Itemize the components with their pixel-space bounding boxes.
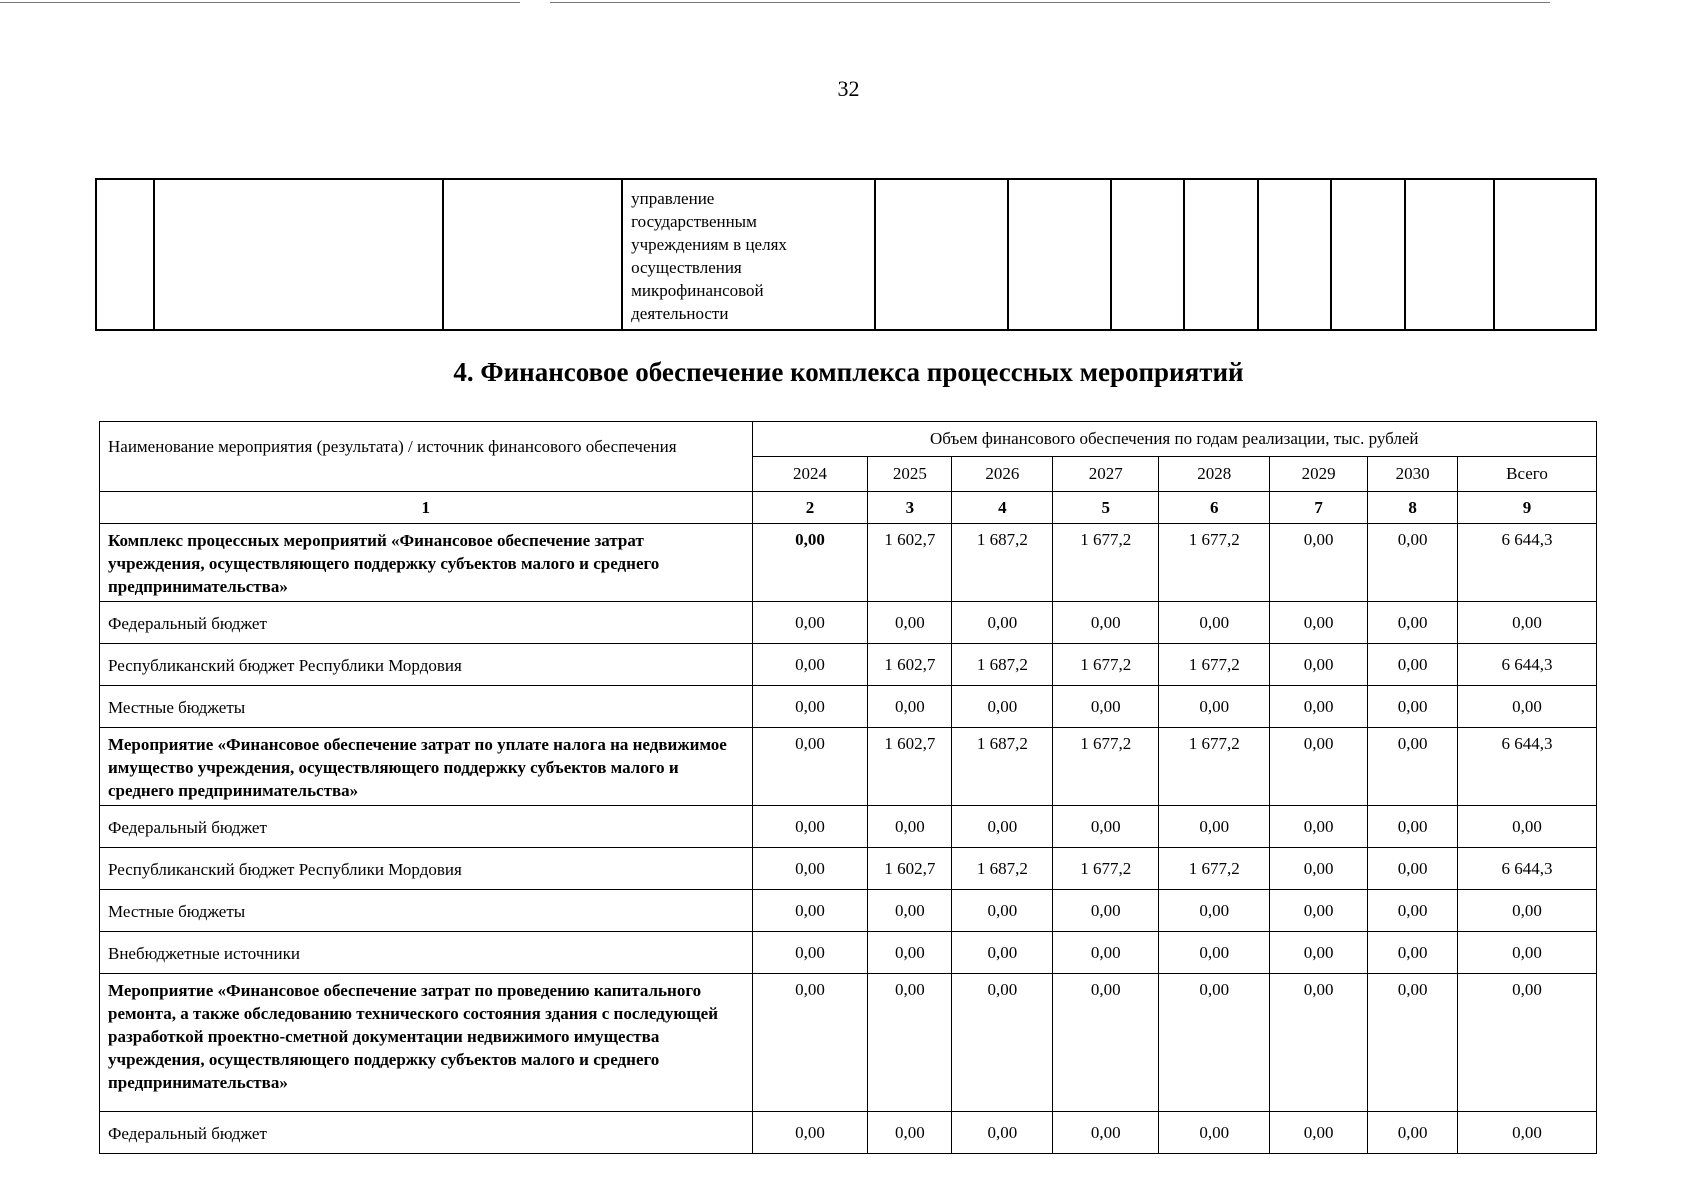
row-value-cell: 0,00 [1159,932,1270,974]
row-name-cell: Внебюджетные источники [100,932,753,974]
row-value-cell: 0,00 [868,1112,952,1154]
row-value-cell: 0,00 [1270,686,1368,728]
row-value-cell: 0,00 [1368,602,1458,644]
row-value-cell: 0,00 [1270,644,1368,686]
column-number-cell: 2 [752,492,868,524]
row-value-cell: 0,00 [1159,974,1270,1112]
continuation-cell [96,179,154,330]
header-year-cell: 2026 [952,457,1053,492]
row-value-cell: 1 602,7 [868,524,952,602]
continuation-cell [875,179,1009,330]
continuation-cell [1008,179,1111,330]
header-year-cell: 2025 [868,457,952,492]
row-value-cell: 0,00 [1368,932,1458,974]
header-year-cell: 2029 [1270,457,1368,492]
row-value-cell: 0,00 [1368,524,1458,602]
row-name-cell: Мероприятие «Финансовое обеспечение затрат по проведению капитального ремонта, а также обследованию технического состояния здания с последующей разработкой проектно-сметной документации недвижимого имущества учреждения, осуществляющего поддержку субъектов малого и среднего предпринимательства» [100,974,753,1112]
row-value-cell: 0,00 [868,932,952,974]
row-value-cell: 1 677,2 [1159,728,1270,806]
row-value-cell: 0,00 [1270,932,1368,974]
continuation-cell [1494,179,1596,330]
row-value-cell: 0,00 [1270,848,1368,890]
row-value-cell: 1 602,7 [868,728,952,806]
row-value-cell: 1 677,2 [1159,644,1270,686]
row-value-cell: 1 677,2 [1159,524,1270,602]
table-row-activity [100,524,1597,602]
continuation-text-line: деятельности [631,304,729,323]
row-value-cell: 0,00 [752,728,868,806]
row-value-cell: 0,00 [752,806,868,848]
header-group-cell: Объем финансового обеспечения по годам реализации, тыс. рублей [752,422,1596,457]
row-value-cell: 1 687,2 [952,848,1053,890]
row-value-cell: 1 677,2 [1053,524,1159,602]
scan-edge-line-right [550,2,1550,3]
row-name-cell: Местные бюджеты [100,890,753,932]
row-value-cell: 6 644,3 [1458,644,1597,686]
continuation-cell [443,179,622,330]
row-value-cell: 0,00 [1053,686,1159,728]
row-value-cell: 0,00 [1368,890,1458,932]
row-value-cell: 0,00 [868,974,952,1112]
row-value-cell: 0,00 [1458,806,1597,848]
row-value-cell: 0,00 [752,932,868,974]
row-value-cell: 0,00 [1368,848,1458,890]
table-row-activity [100,728,1597,806]
row-value-cell: 0,00 [952,602,1053,644]
row-value-cell: 6 644,3 [1458,728,1597,806]
continuation-text-line: осуществления [631,258,742,277]
table-row-source [100,1112,1597,1154]
column-number-cell: 8 [1368,492,1458,524]
row-value-cell: 0,00 [1458,686,1597,728]
row-value-cell: 1 687,2 [952,644,1053,686]
row-name-cell: Федеральный бюджет [100,602,753,644]
row-value-cell: 0,00 [1458,890,1597,932]
row-value-cell: 0,00 [868,806,952,848]
row-value-cell: 0,00 [1053,974,1159,1112]
row-value-cell: 0,00 [952,890,1053,932]
row-value-cell: 0,00 [1270,806,1368,848]
row-value-cell: 1 677,2 [1053,848,1159,890]
row-value-cell: 0,00 [952,686,1053,728]
row-value-cell: 0,00 [1270,1112,1368,1154]
row-value-cell: 6 644,3 [1458,848,1597,890]
row-value-cell: 0,00 [1368,644,1458,686]
continuation-text-line: государственным [631,212,757,231]
row-value-cell: 1 677,2 [1053,728,1159,806]
table-row-source [100,932,1597,974]
row-value-cell: 0,00 [752,524,868,602]
page-number: 32 [837,76,860,101]
continuation-table [95,178,1597,331]
row-name-cell: Федеральный бюджет [100,1112,753,1154]
row-value-cell: 0,00 [752,602,868,644]
row-value-cell: 1 687,2 [952,728,1053,806]
row-value-cell: 0,00 [1053,806,1159,848]
row-value-cell: 6 644,3 [1458,524,1597,602]
column-numbers-row [100,492,1597,524]
continuation-text-line: микрофинансовой [631,281,764,300]
continuation-cell [1405,179,1495,330]
header-year-cell: 2024 [752,457,868,492]
row-value-cell: 0,00 [1053,1112,1159,1154]
row-value-cell: 0,00 [1368,686,1458,728]
column-number-cell: 4 [952,492,1053,524]
row-name-cell: Мероприятие «Финансовое обеспечение затрат по уплате налога на недвижимое имущество учреждения, осуществляющего поддержку субъектов малого и среднего предпринимательства» [100,728,753,806]
section-title: 4. Финансовое обеспечение комплекса процессных мероприятий [453,357,1244,387]
row-value-cell: 1 677,2 [1159,848,1270,890]
row-value-cell: 0,00 [752,848,868,890]
continuation-cell [1258,179,1331,330]
row-value-cell: 1 602,7 [868,848,952,890]
row-value-cell: 0,00 [752,686,868,728]
continuation-cell [1111,179,1184,330]
continuation-text-line: учреждениям в целях [631,235,787,254]
column-number-cell: 1 [100,492,753,524]
column-number-cell: 5 [1053,492,1159,524]
table-row-source [100,848,1597,890]
row-name-cell: Федеральный бюджет [100,806,753,848]
row-value-cell: 0,00 [1159,890,1270,932]
row-value-cell: 0,00 [752,890,868,932]
row-value-cell: 0,00 [868,890,952,932]
column-number-cell: 3 [868,492,952,524]
row-value-cell: 1 687,2 [952,524,1053,602]
scan-edge-line-left [0,2,520,3]
row-value-cell: 0,00 [1270,728,1368,806]
row-value-cell: 0,00 [952,806,1053,848]
row-value-cell: 0,00 [1458,1112,1597,1154]
row-value-cell: 0,00 [1368,728,1458,806]
row-value-cell: 0,00 [952,974,1053,1112]
table-row-source [100,644,1597,686]
table-row-source [100,806,1597,848]
header-year-cell: 2030 [1368,457,1458,492]
row-value-cell: 1 602,7 [868,644,952,686]
row-value-cell: 1 677,2 [1053,644,1159,686]
header-name-cell: Наименование мероприятия (результата) / источник финансового обеспечения [100,422,753,492]
continuation-text-line: управление [631,189,715,208]
financial-table [99,421,1597,1154]
row-value-cell: 0,00 [868,602,952,644]
row-value-cell: 0,00 [1053,932,1159,974]
row-value-cell: 0,00 [1270,974,1368,1112]
row-value-cell: 0,00 [1458,602,1597,644]
row-value-cell: 0,00 [868,686,952,728]
table-row-source [100,602,1597,644]
continuation-text-cell [622,179,875,330]
row-name-cell: Комплекс процессных мероприятий «Финансовое обеспечение затрат учреждения, осуществляющего поддержку субъектов малого и среднего предпринимательства» [100,524,753,602]
row-value-cell: 0,00 [752,644,868,686]
row-value-cell: 0,00 [1053,890,1159,932]
row-value-cell: 0,00 [1458,974,1597,1112]
row-value-cell: 0,00 [1368,1112,1458,1154]
column-number-cell: 9 [1458,492,1597,524]
row-name-cell: Республиканский бюджет Республики Мордовия [100,848,753,890]
continuation-cell [1184,179,1257,330]
row-value-cell: 0,00 [752,974,868,1112]
row-value-cell: 0,00 [1270,602,1368,644]
row-value-cell: 0,00 [952,1112,1053,1154]
row-value-cell: 0,00 [1159,602,1270,644]
header-year-cell: Всего [1458,457,1597,492]
row-value-cell: 0,00 [1270,524,1368,602]
table-row-activity [100,974,1597,1112]
row-name-cell: Местные бюджеты [100,686,753,728]
row-value-cell: 0,00 [1159,1112,1270,1154]
row-value-cell: 0,00 [1458,932,1597,974]
row-value-cell: 0,00 [1368,806,1458,848]
header-year-cell: 2027 [1053,457,1159,492]
continuation-cell [1331,179,1404,330]
row-value-cell: 0,00 [1053,602,1159,644]
row-name-cell: Республиканский бюджет Республики Мордовия [100,644,753,686]
header-year-cell: 2028 [1159,457,1270,492]
row-value-cell: 0,00 [952,932,1053,974]
column-number-cell: 7 [1270,492,1368,524]
row-value-cell: 0,00 [752,1112,868,1154]
table-row-source [100,890,1597,932]
row-value-cell: 0,00 [1159,686,1270,728]
row-value-cell: 0,00 [1159,806,1270,848]
financial-table-body [100,524,1597,1154]
row-value-cell: 0,00 [1368,974,1458,1112]
table-row-source [100,686,1597,728]
continuation-cell [154,179,443,330]
row-value-cell: 0,00 [1270,890,1368,932]
column-number-cell: 6 [1159,492,1270,524]
